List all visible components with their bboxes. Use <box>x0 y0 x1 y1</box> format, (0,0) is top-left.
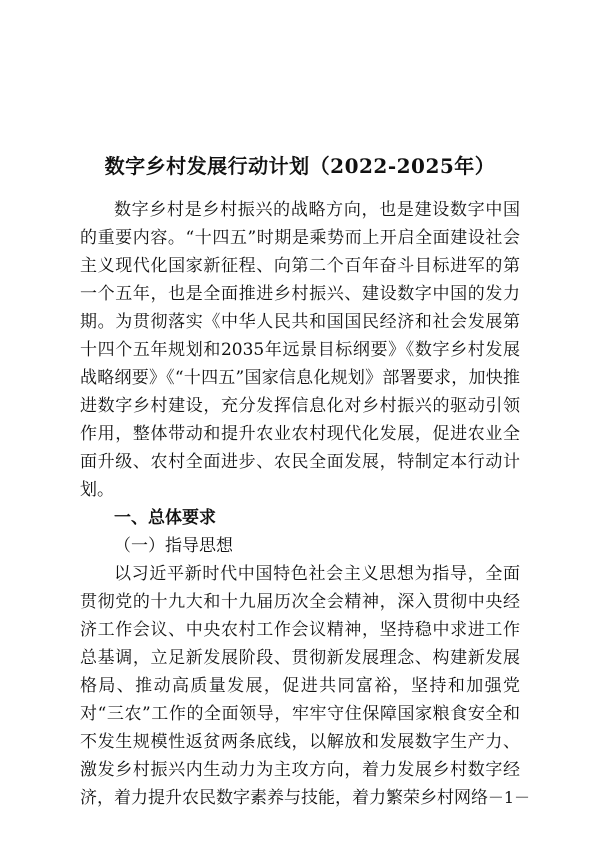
subsection-paragraph: 以习近平新时代中国特色社会主义思想为指导，全面贯彻党的十九大和十九届历次全会精神，深入贯彻中央经济工作会议、中央农村工作会议精神，坚持稳中求进工作总基调，立足新发展阶段、贯彻新发展理念、构建新发展格局、推动高质量发展，促进共同富裕，坚持和加强党对“三农”工作的全面领导，牢牢守住保障国家粮食安全和不发生规模性返贫两条底线，以解放和发展数字生产力、激发乡村振兴内生动力为主攻方向，着力发展乡村数字经济，着力提升农民数字素养与技能，着力繁荣乡村网络 <box>80 564 520 808</box>
section-heading: 一、总体要求 <box>114 508 216 528</box>
document-body <box>80 196 520 812</box>
intro-paragraph: 数字乡村是乡村振兴的战略方向，也是建设数字中国的重要内容。“十四五”时期是乘势而上开启全面建设社会主义现代化国家新征程、向第二个百年奋斗目标进军的第一个五年，也是全面推进乡村振兴、建设数字中国的发力期。为贯彻落实《中华人民共和国国民经济和社会发展第十四个五年规划和2035年远景目标纲要》《数字乡村发展战略纲要》《“十四五”国家信息化规划》部署要求，加快推进数字乡村建设，充分发挥信息化对乡村振兴的驱动引领作用，整体带动和提升农业农村现代化发展，促进农业全面升级、农村全面进步、农民全面发展，特制定本行动计划。 <box>80 200 520 500</box>
subsection-heading: （一）指导思想 <box>114 536 233 556</box>
document-title: 数字乡村发展行动计划（2022-2025年） <box>104 154 496 178</box>
page-number: －1－ <box>487 788 530 807</box>
